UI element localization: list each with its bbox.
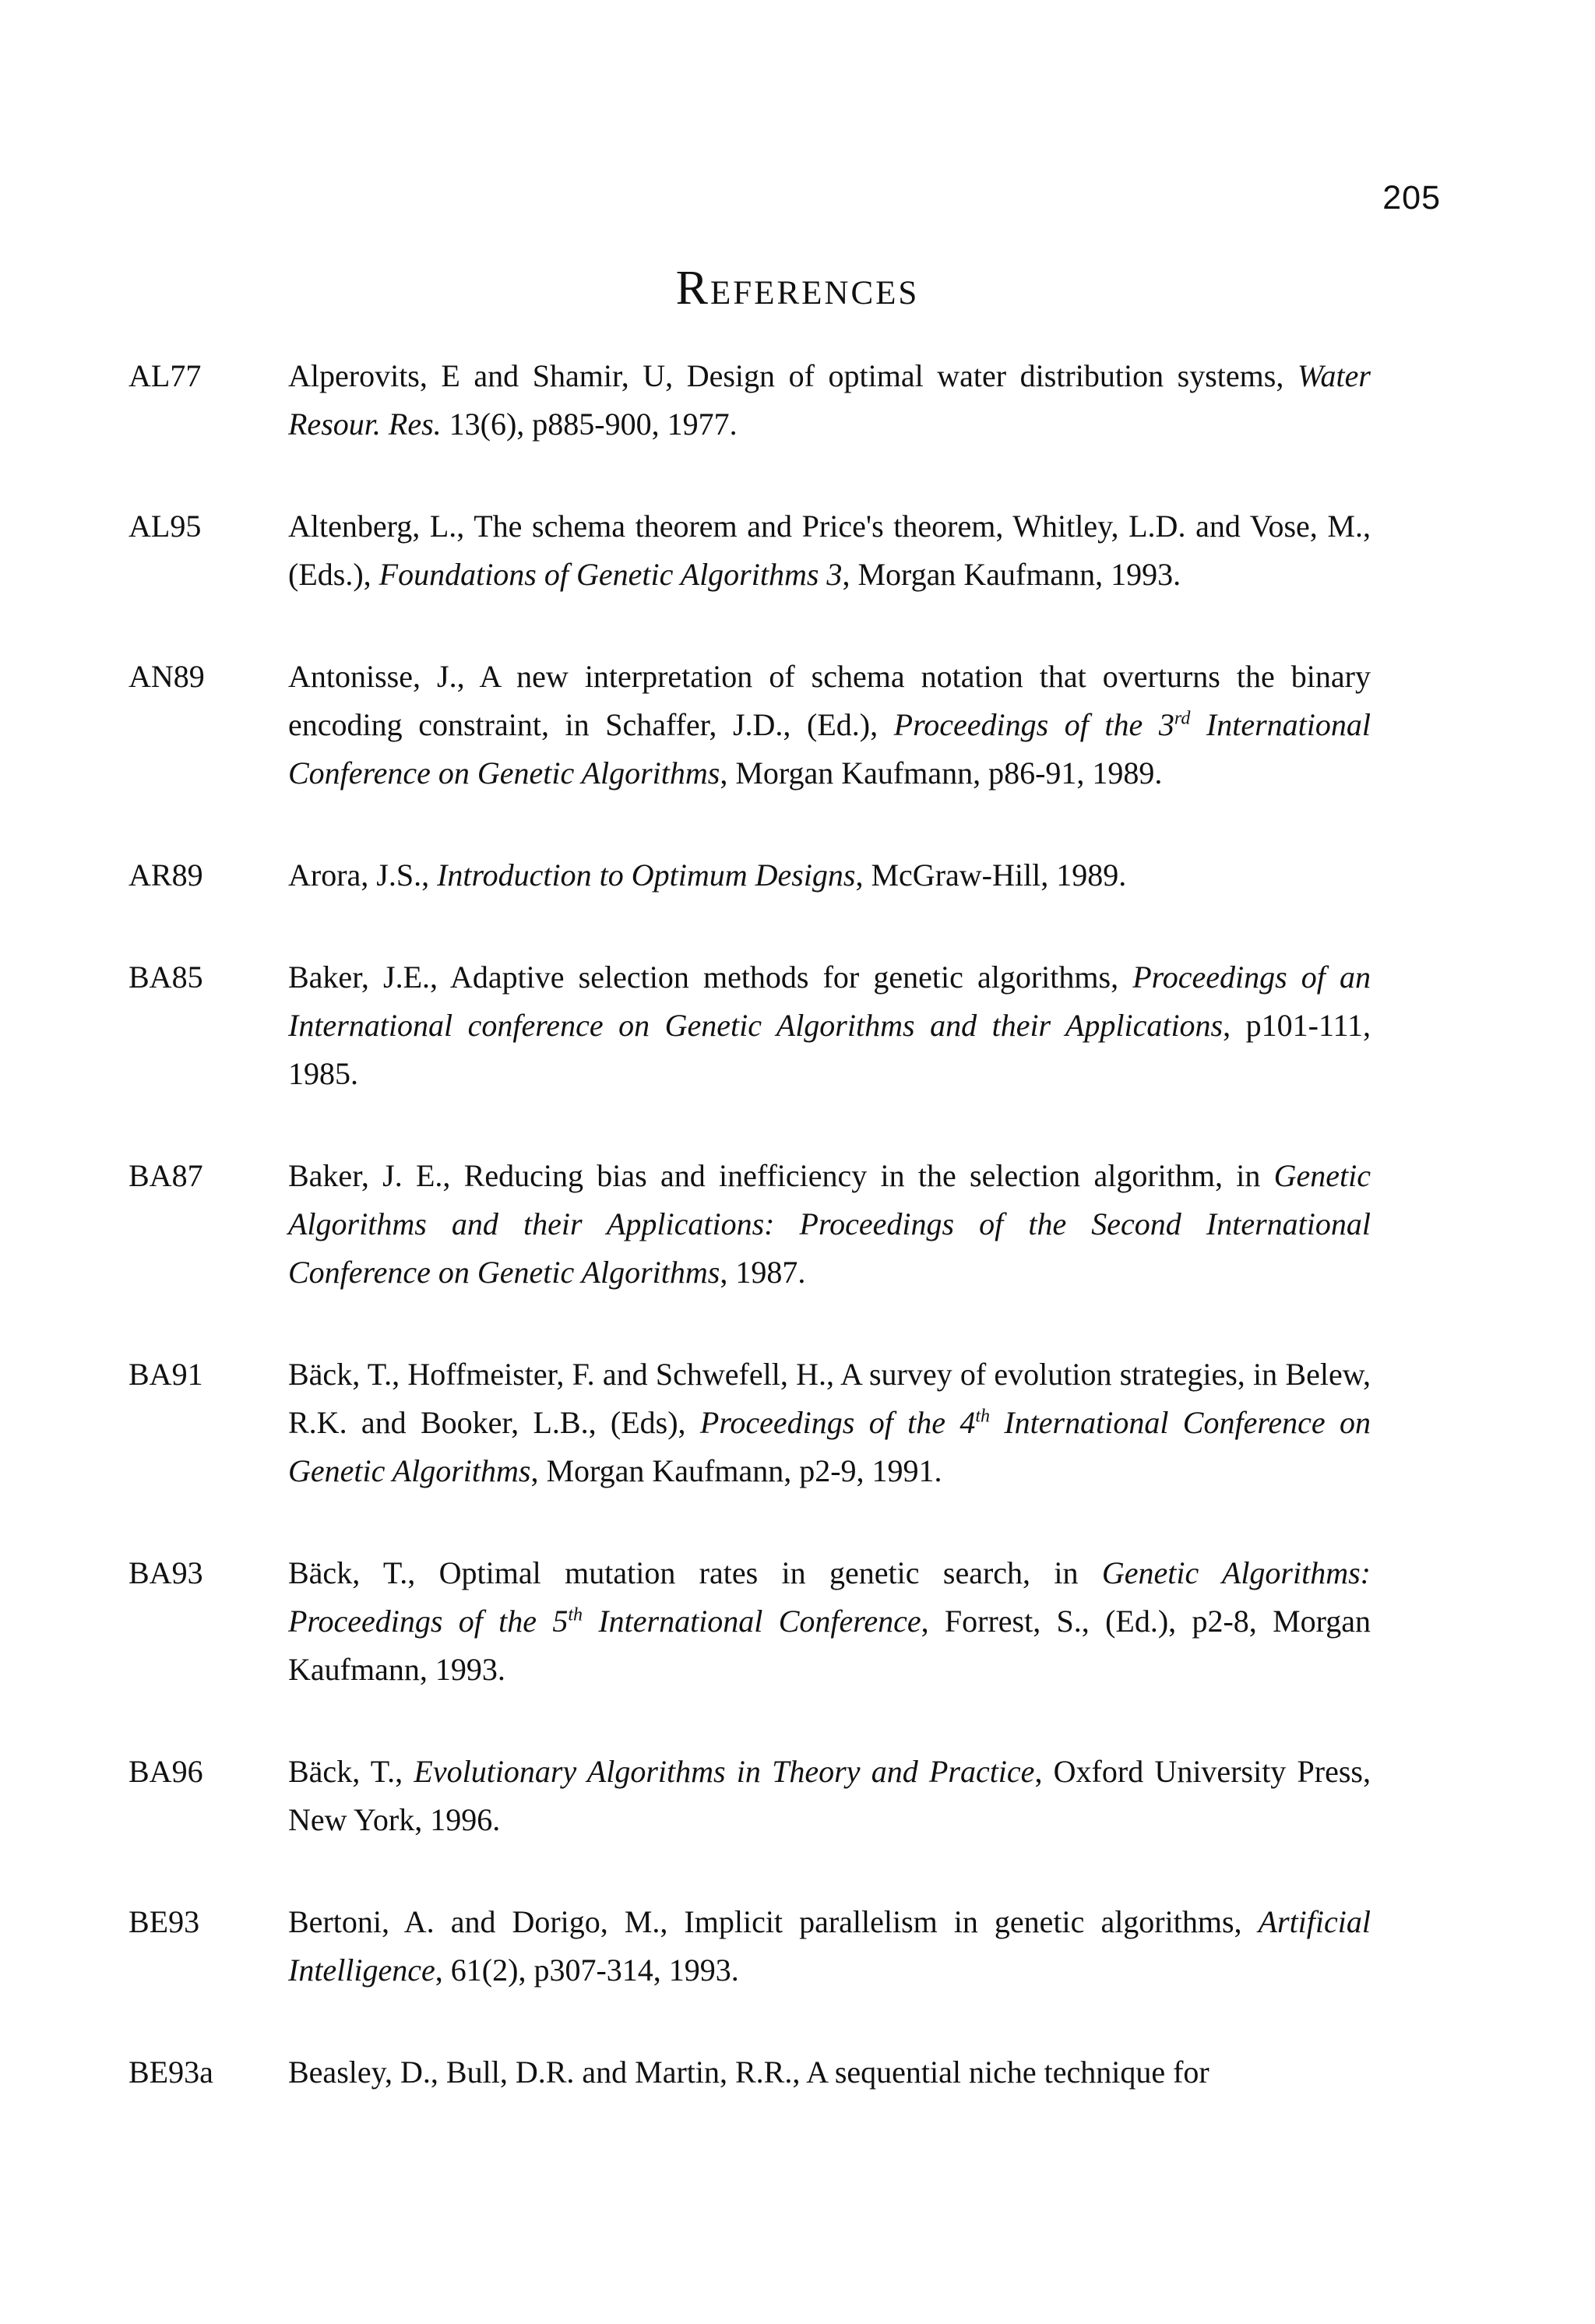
reference-segment: Arora, J.S., bbox=[288, 857, 438, 893]
reference-text bbox=[288, 1898, 1371, 1995]
reference-segment: 13(6), p885-900, 1977. bbox=[441, 407, 738, 442]
reference-key: BE93 bbox=[129, 1904, 200, 1939]
reference-segment: Bäck, T., Hoffmeister, F. and Schwefell, H., A survey of evolution strategies, in Belew, R.K. and Booker, L.B., (Eds), bbox=[288, 1357, 1371, 1440]
page-title: References bbox=[675, 262, 920, 315]
reference-segment: Baker, J.E., Adaptive selection methods for genetic algorithms, bbox=[288, 960, 1133, 995]
reference-segment: Beasley, D., Bull, D.R. and Martin, R.R., A sequential niche technique for bbox=[288, 2055, 1209, 2090]
reference-key: AL95 bbox=[129, 509, 202, 544]
reference-segment: , p101-111, 1985. bbox=[288, 1008, 1371, 1091]
italic-title: Foundations of Genetic Algorithms 3 bbox=[379, 557, 843, 592]
reference-text bbox=[288, 653, 1371, 798]
reference-segment: Alperovits, E and Shamir, U, Design of optimal water distribution systems, bbox=[288, 358, 1297, 393]
italic-title: International Conference on Genetic Algorithms bbox=[288, 707, 1371, 791]
reference-segment: , Morgan Kaufmann, 1993. bbox=[842, 557, 1181, 592]
reference-key: BA96 bbox=[129, 1754, 203, 1789]
reference-entry bbox=[0, 352, 1595, 449]
reference-key: BA91 bbox=[129, 1357, 203, 1392]
reference-entry bbox=[0, 653, 1595, 798]
reference-text bbox=[288, 502, 1371, 599]
reference-segment: Bäck, T., bbox=[288, 1754, 414, 1789]
reference-text bbox=[288, 2048, 1371, 2097]
reference-text bbox=[288, 1549, 1371, 1694]
reference-entry bbox=[0, 1350, 1595, 1495]
reference-segment: , 1987. bbox=[720, 1255, 806, 1290]
italic-title: Proceedings of an International conference on Genetic Algorithms and their Applications bbox=[288, 960, 1371, 1043]
reference-segment: Bäck, T., Optimal mutation rates in genetic search, in bbox=[288, 1555, 1102, 1590]
reference-segment: Altenberg, L., The schema theorem and Price's theorem, Whitley, L.D. and Vose, M., (Eds.), bbox=[288, 509, 1371, 592]
italic-title: Artificial Intelligence bbox=[288, 1904, 1371, 1988]
italic-title: Proceedings of the 4 bbox=[699, 1405, 976, 1440]
reference-entry bbox=[0, 851, 1595, 900]
reference-list bbox=[0, 352, 1595, 2150]
reference-entry bbox=[0, 1549, 1595, 1694]
reference-segment: , Morgan Kaufmann, p86-91, 1989. bbox=[720, 755, 1163, 791]
reference-segment: Baker, J. E., Reducing bias and inefficiency in the selection algorithm, in bbox=[288, 1158, 1274, 1193]
ordinal-suffix: th bbox=[568, 1604, 583, 1625]
ordinal-suffix: th bbox=[975, 1406, 991, 1427]
reference-segment: , Morgan Kaufmann, p2-9, 1991. bbox=[530, 1453, 942, 1488]
reference-key: BA85 bbox=[129, 960, 203, 995]
reference-entry bbox=[0, 953, 1595, 1098]
reference-key: AL77 bbox=[129, 358, 202, 393]
italic-title: Water Resour. Res. bbox=[288, 358, 1371, 442]
italic-title: International Conference on Genetic Algorithms bbox=[288, 1405, 1371, 1488]
reference-segment: Antonisse, J., A new interpretation of schema notation that overturns the binary encoding constraint, in Schaffer, J.D., (Ed.), bbox=[288, 659, 1371, 742]
reference-text bbox=[288, 352, 1371, 449]
italic-title: Evolutionary Algorithms in Theory and Practice bbox=[414, 1754, 1035, 1789]
reference-key: BA87 bbox=[129, 1158, 203, 1193]
italic-title: Introduction to Optimum Designs bbox=[437, 857, 856, 893]
reference-entry bbox=[0, 1898, 1595, 1995]
reference-text bbox=[288, 1350, 1371, 1495]
reference-entry bbox=[0, 2048, 1595, 2097]
reference-key: BE93a bbox=[129, 2055, 213, 2090]
reference-key: AN89 bbox=[129, 659, 205, 694]
reference-segment: , Forrest, S., (Ed.), p2-8, Morgan Kaufmann, 1993. bbox=[288, 1604, 1371, 1687]
reference-segment: , 61(2), p307-314, 1993. bbox=[435, 1953, 739, 1988]
italic-title: Genetic Algorithms: Proceedings of the 5 bbox=[288, 1555, 1371, 1639]
italic-title: Proceedings of the 3 bbox=[893, 707, 1174, 742]
reference-key: AR89 bbox=[129, 857, 203, 893]
reference-text bbox=[288, 953, 1371, 1098]
reference-entry bbox=[0, 1152, 1595, 1297]
reference-segment: Bertoni, A. and Dorigo, M., Implicit parallelism in genetic algorithms, bbox=[288, 1904, 1259, 1939]
ordinal-suffix: rd bbox=[1174, 708, 1191, 729]
reference-segment: , Oxford University Press, New York, 1996. bbox=[288, 1754, 1371, 1837]
reference-entry bbox=[0, 1748, 1595, 1844]
reference-segment: , McGraw-Hill, 1989. bbox=[855, 857, 1127, 893]
italic-title: Genetic Algorithms and their Applications: Proceedings of the Second International Conference on Genetic Algorithms bbox=[288, 1158, 1371, 1290]
italic-title: International Conference bbox=[583, 1604, 921, 1639]
page-number: 205 bbox=[1382, 179, 1441, 217]
reference-entry bbox=[0, 502, 1595, 599]
reference-key: BA93 bbox=[129, 1555, 203, 1590]
reference-text bbox=[288, 851, 1371, 900]
reference-text bbox=[288, 1152, 1371, 1297]
reference-text bbox=[288, 1748, 1371, 1844]
